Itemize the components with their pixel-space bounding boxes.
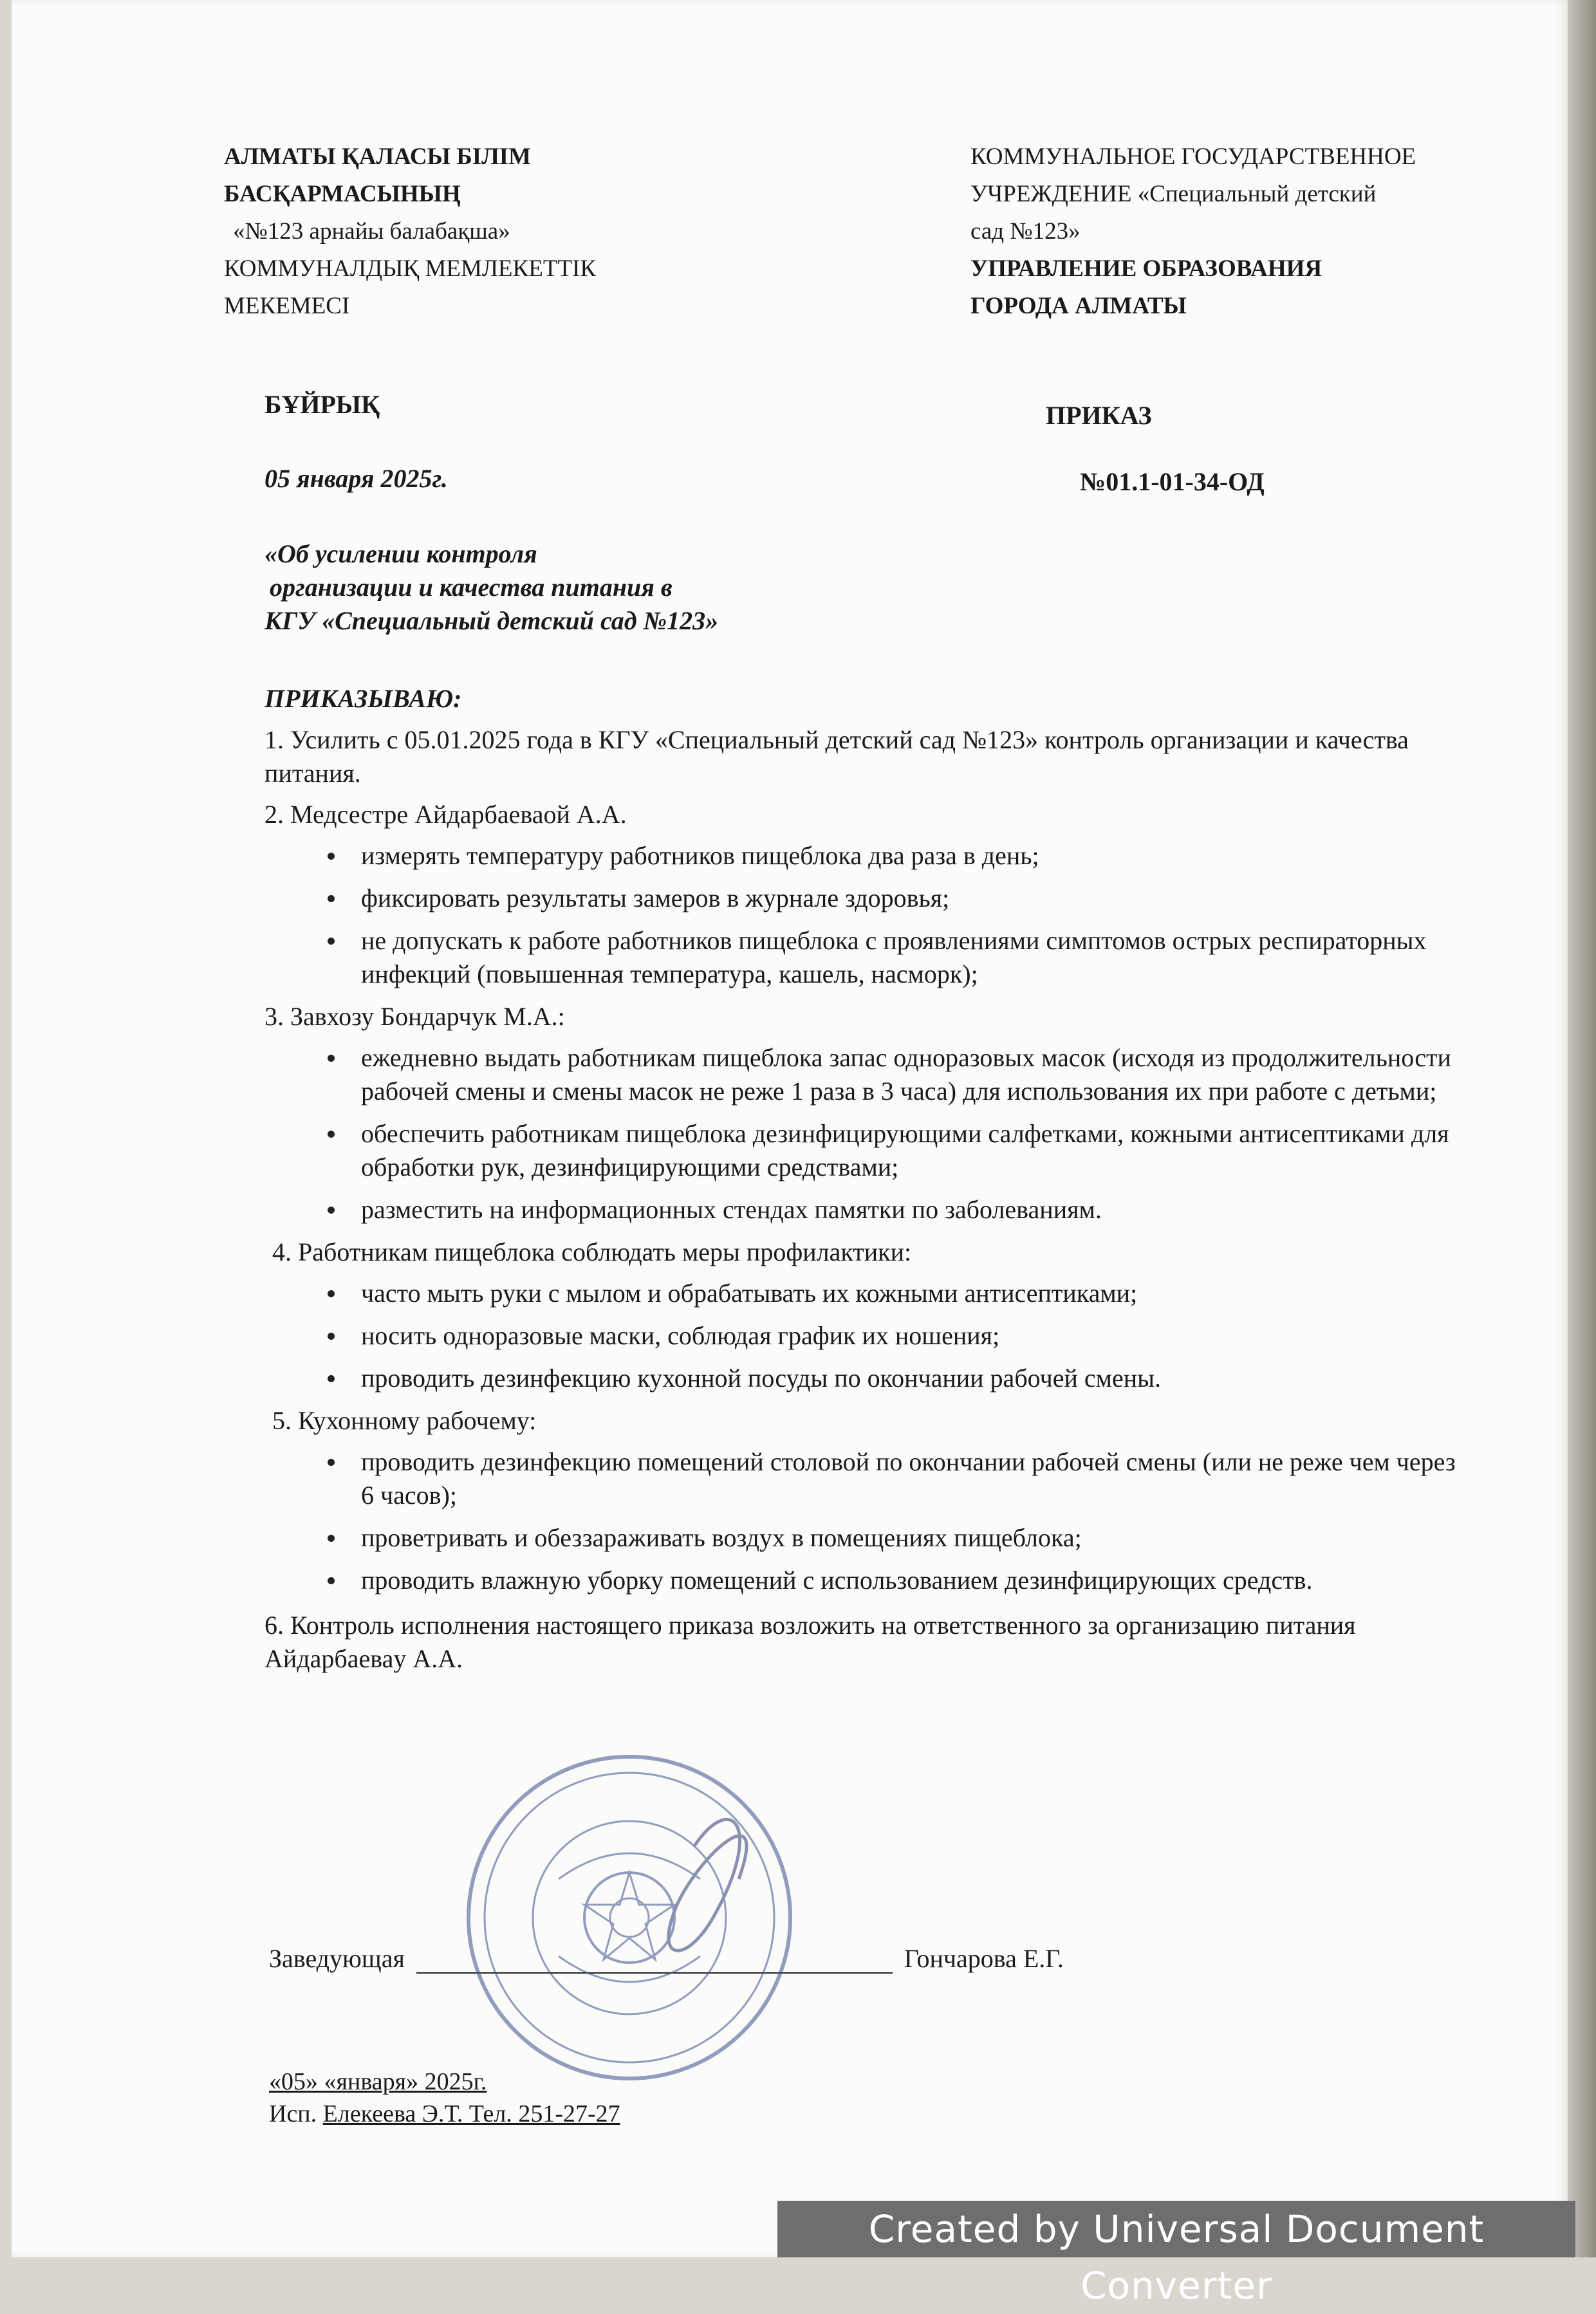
signature-role: Заведующая bbox=[269, 1944, 405, 1973]
header-left-line-2: БАСҚАРМАСЫНЫҢ bbox=[224, 181, 461, 207]
item-3: 3. Завхозу Бондарчук М.А.: bbox=[264, 1002, 565, 1031]
list-item: фиксировать результаты замеров в журнале здоровья; bbox=[361, 882, 1474, 915]
list-item: обеспечить работникам пищеблока дезинфицирующими салфетками, кожными антисептиками для обработки рук, дезинфицирующими средствами; bbox=[361, 1117, 1474, 1184]
item-6: 6. Контроль исполнения настоящего приказа возложить на ответственного за организацию питания Айдарбаеваy А.А. bbox=[264, 1611, 1356, 1673]
title-ru: ПРИКАЗ bbox=[1046, 401, 1152, 430]
item-2: 2. Медсестре Айдарбаеваой А.А. bbox=[264, 800, 627, 829]
item-4-list bbox=[264, 1277, 1474, 1395]
header-right-line-4: УПРАВЛЕНИЕ ОБРАЗОВАНИЯ bbox=[970, 255, 1322, 282]
item-5-list bbox=[264, 1445, 1474, 1597]
command-heading: ПРИКАЗЫВАЮ: bbox=[264, 684, 462, 713]
signature-name: Гончарова Е.Г. bbox=[904, 1944, 1064, 1973]
list-item: проводить дезинфекцию кухонной посуды по окончании рабочей смены. bbox=[361, 1362, 1474, 1395]
subject-line-3: КГУ «Специальный детский сад №123» bbox=[264, 606, 719, 635]
list-item: проводить дезинфекцию помещений столовой по окончании рабочей смены (или не реже чем через 6 часов); bbox=[361, 1445, 1474, 1512]
item-5: 5. Кухонному рабочему: bbox=[272, 1406, 537, 1435]
document-page bbox=[12, 0, 1568, 2257]
footer-executor: Елекеева Э.Т. Тел. 251-27-27 bbox=[322, 2100, 620, 2127]
header-left-line-5: МЕКЕМЕСІ bbox=[224, 293, 350, 319]
item-4: 4. Работникам пищеблока соблюдать меры профилактики: bbox=[272, 1237, 912, 1266]
watermark-banner: Created by Universal Document Converter bbox=[777, 2201, 1575, 2257]
item-1: 1. Усилить с 05.01.2025 года в КГУ «Специальный детский сад №123» контроль организации и качества питания. bbox=[264, 725, 1409, 788]
paper-edge bbox=[1568, 0, 1596, 2257]
order-date: 05 января 2025г. bbox=[264, 464, 448, 493]
subject-line-2: организации и качества питания в bbox=[270, 573, 673, 602]
footer-exec-prefix: Исп. bbox=[269, 2100, 317, 2127]
item-2-list bbox=[264, 839, 1474, 991]
footer-date: «05» «января» 2025г. bbox=[269, 2068, 487, 2095]
header-left-line-4: КОММУНАЛДЫҚ МЕМЛЕКЕТТІК bbox=[224, 255, 597, 282]
item-3-list bbox=[264, 1041, 1474, 1226]
header-right-line-2: УЧРЕЖДЕНИЕ «Специальный детский bbox=[970, 181, 1377, 207]
order-number: №01.1-01-34-ОД bbox=[1080, 467, 1265, 496]
header-right-line-3: сад №123» bbox=[970, 218, 1081, 245]
list-item: не допускать к работе работников пищеблока с проявлениями симптомов острых респираторных инфекций (повышенная температура, кашель, насморк); bbox=[361, 924, 1474, 991]
title-kz: БҰЙРЫҚ bbox=[264, 390, 380, 419]
list-item: ежедневно выдать работникам пищеблока запас одноразовых масок (исходя из продолжительности рабочей смены и смены масок не реже 1 раза в 3 часа) для использования их при работе с детьми; bbox=[361, 1041, 1474, 1108]
list-item: часто мыть руки с мылом и обрабатывать их кожными антисептиками; bbox=[361, 1277, 1474, 1310]
list-item: проводить влажную уборку помещений с использованием дезинфицирующих средств. bbox=[361, 1564, 1474, 1597]
list-item: проветривать и обеззараживать воздух в помещениях пищеблока; bbox=[361, 1521, 1474, 1555]
order-body bbox=[264, 682, 1474, 1683]
list-item: носить одноразовые маски, соблюдая график их ношения; bbox=[361, 1319, 1474, 1353]
subject-line-1: «Об усилении контроля bbox=[264, 539, 537, 568]
header-right-line-5: ГОРОДА АЛМАТЫ bbox=[970, 293, 1187, 319]
order-subject bbox=[264, 537, 718, 638]
header-left-line-1: АЛМАТЫ ҚАЛАСЫ БІЛІМ bbox=[224, 143, 531, 170]
header-right-line-1: КОММУНАЛЬНОЕ ГОСУДАРСТВЕННОЕ bbox=[970, 143, 1416, 170]
round-stamp-icon bbox=[462, 1750, 797, 2085]
list-item: измерять температуру работников пищеблока два раза в день; bbox=[361, 839, 1474, 873]
header-left bbox=[224, 138, 596, 325]
list-item: разместить на информационных стендах памятки по заболеваниям. bbox=[361, 1193, 1474, 1226]
header-left-line-3: «№123 арнайы балабақша» bbox=[233, 218, 510, 245]
header-right bbox=[970, 138, 1416, 325]
